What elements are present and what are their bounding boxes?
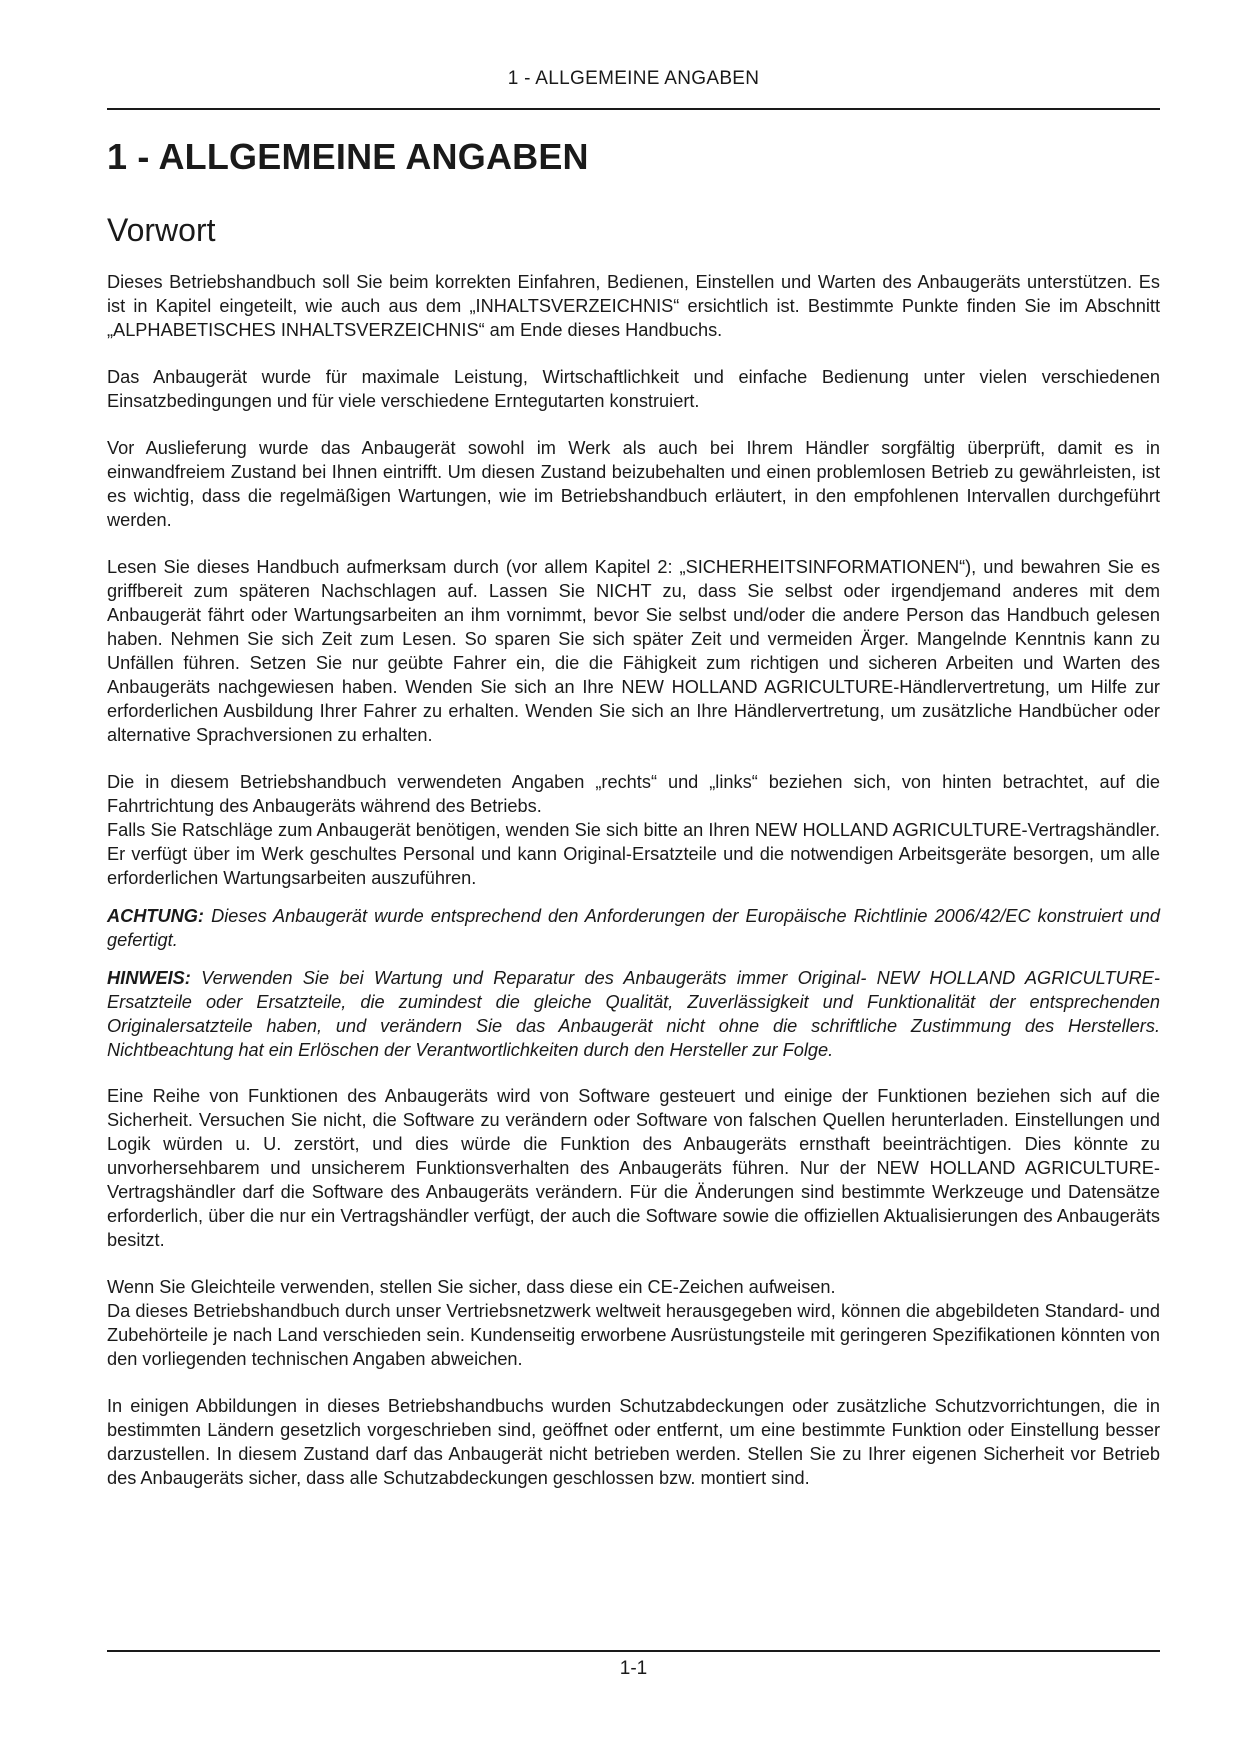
caution-text: Dieses Anbaugerät wurde entsprechend den Anforderungen der Europäische Richtlinie 2006/42/EC konstruiert und gefertigt.: [107, 906, 1160, 950]
chapter-title: 1 - ALLGEMEINE ANGABEN: [107, 136, 589, 177]
caution-note: [107, 904, 1160, 952]
paragraph-intro: Dieses Betriebshandbuch soll Sie beim korrekten Einfahren, Bedienen, Einstellen und Warten des Anbaugeräts unterstützen. Es ist in Kapitel eingeteilt, wie auch aus dem „INHALTSVERZEICHNIS“ ersichtlich ist. Bestimmte Punkte finden Sie im Abschnitt „ALPHABETISCHES INHALTSVERZEICHNIS“ am Ende dieses Handbuchs.: [107, 272, 1160, 340]
paragraph-delivery: Vor Auslieferung wurde das Anbaugerät sowohl im Werk als auch bei Ihrem Händler sorgfältig überprüft, damit es in einwandfreiem Zustand bei Ihnen eintrifft. Um diesen Zustand beizubehalten und einen problemlosen Betrieb zu gewährleisten, ist es wichtig, dass die regelmäßigen Wartungen, wie im Betriebshandbuch erläutert, in den empfohlenen Intervallen durchgeführt werden.: [107, 438, 1160, 530]
document-page: [107, 0, 1160, 1754]
paragraph-software: Eine Reihe von Funktionen des Anbaugeräts wird von Software gesteuert und einige der Funktionen beziehen sich auf die Sicherheit. Versuchen Sie nicht, die Software zu verändern oder Software von falschen Quellen herunterladen. Einstellungen und Logik würden u. U. zerstört, und dies würde die Funktion des Anbaugeräts ernsthaft beeinträchtigen. Dies könnte zu unvorhersehbarem und unsicherem Funktionsverhalten des Anbaugeräts führen. Nur der NEW HOLLAND AGRICULTURE-Vertragshändler darf die Software des Anbaugeräts verändern. Für die Änderungen sind bestimmte Werkzeuge und Datensätze erforderlich, über die nur ein Vertragshändler verfügt, der auch die Software sowie die offiziellen Aktualisierungen des Anbaugeräts besitzt.: [107, 1086, 1160, 1250]
paragraph-design: Das Anbaugerät wurde für maximale Leistung, Wirtschaftlichkeit und einfache Bedienung unter vielen verschiedenen Einsatzbedingungen und für viele verschiedene Erntegutarten konstruiert.: [107, 367, 1160, 411]
paragraph-ce-mark: Wenn Sie Gleichteile verwenden, stellen Sie sicher, dass diese ein CE-Zeichen aufweisen.: [107, 1277, 836, 1297]
paragraph-read-manual: Lesen Sie dieses Handbuch aufmerksam durch (vor allem Kapitel 2: „SICHERHEITSINFORMATIONEN“), und bewahren Sie es griffbereit zum späteren Nachschlagen auf. Lassen Sie NICHT zu, dass Sie selbst oder irgendjemand anderes mit dem Anbaugerät fährt oder Wartungsarbeiten an ihm vornimmt, bevor Sie selbst und/oder die andere Person das Handbuch gelesen haben. Nehmen Sie sich Zeit zum Lesen. So sparen Sie sich später Zeit und vermeiden Ärger. Mangelnde Kenntnis kann zu Unfällen führen. Setzen Sie nur geübte Fahrer ein, die die Fähigkeit zum richtigen und sicheren Arbeiten und Warten des Anbaugeräts nachgewiesen haben. Wenden Sie sich an Ihre NEW HOLLAND AGRICULTURE-Händlervertretung, um Hilfe zur erforderlichen Ausbildung Ihrer Fahrer zu erhalten. Wenden Sie sich an Ihre Händlervertretung, um zusätzliche Handbücher oder alternative Sprachversionen zu erhalten.: [107, 557, 1160, 745]
section-title: Vorwort: [107, 212, 216, 248]
footer-divider: [107, 1650, 1160, 1652]
paragraph-dealer-advice: Falls Sie Ratschläge zum Anbaugerät benötigen, wenden Sie sich bitte an Ihren NEW HOLLAND AGRICULTURE-Vertragshändler. Er verfügt über im Werk geschultes Personal und kann Original-Ersatzteile und die notwendigen Arbeitsgeräte besorgen, um alle erforderlichen Wartungsarbeiten auszuführen.: [107, 820, 1160, 888]
notice-label: HINWEIS:: [107, 968, 191, 988]
running-header: 1 - ALLGEMEINE ANGABEN: [507, 68, 760, 89]
caution-label: ACHTUNG:: [107, 906, 204, 926]
paragraph-directions: Die in diesem Betriebshandbuch verwendeten Angaben „rechts“ und „links“ beziehen sich, von hinten betrachtet, auf die Fahrtrichtung des Anbaugeräts während des Betriebs.: [107, 772, 1160, 816]
page-number: 1-1: [619, 1658, 648, 1679]
paragraph-distribution: Da dieses Betriebshandbuch durch unser Vertriebsnetzwerk weltweit herausgegeben wird, können die abgebildeten Standard- und Zubehörteile je nach Land verschieden sein. Kundenseitig erworbene Ausrüstungsteile mit geringeren Spezifikationen könnten von den vorliegenden technischen Angaben abweichen.: [107, 1301, 1160, 1369]
paragraph-guards: In einigen Abbildungen in dieses Betriebshandbuchs wurden Schutzabdeckungen oder zusätzliche Schutzvorrichtungen, die in bestimmten Ländern gesetzlich vorgeschrieben sind, geöffnet oder entfernt, um eine bestimmte Funktion oder Einstellung besser darzustellen. In diesem Zustand darf das Anbaugerät nicht betrieben werden. Stellen Sie zu Ihrer eigenen Sicherheit vor Betrieb des Anbaugeräts sicher, dass alle Schutzabdeckungen geschlossen bzw. montiert sind.: [107, 1396, 1160, 1488]
notice-note: [107, 966, 1160, 1062]
body-text: [107, 270, 1160, 1513]
header-divider: [107, 108, 1160, 110]
notice-text: Verwenden Sie bei Wartung und Reparatur des Anbaugeräts immer Original- NEW HOLLAND AGRICULTURE-Ersatzteile oder Ersatzteile, die zumindest die gleiche Qualität, Zuverlässigkeit und Funktionalität der entsprechenden Originalersatzteile haben, und verändern Sie das Anbaugerät nicht ohne die schriftliche Zustimmung des Herstellers. Nichtbeachtung hat ein Erlöschen der Verantwortlichkeiten durch den Hersteller zur Folge.: [107, 968, 1160, 1060]
